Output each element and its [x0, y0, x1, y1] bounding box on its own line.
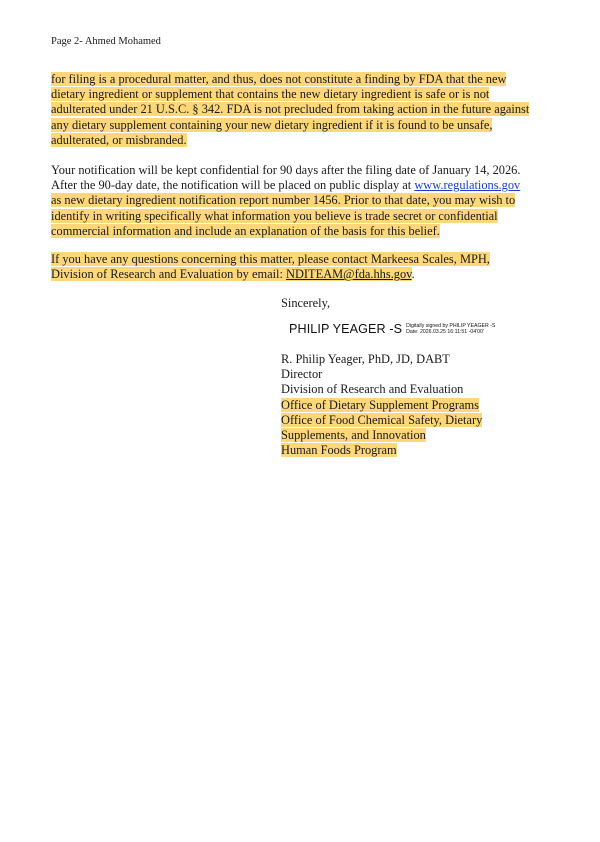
paragraph-line: for filing is a procedural matter, and thus, does not constitute a finding by FDA that the new	[51, 72, 507, 86]
period: .	[411, 267, 415, 282]
signer-program: Human Foods Program	[281, 443, 397, 458]
signer-title: Director	[281, 367, 323, 382]
signature-date: Date: 2026.03.25 16:11:51 -04'00'	[406, 329, 484, 335]
paragraph-line: adulterated, or misbranded.	[51, 132, 187, 147]
paragraph-confidentiality	[51, 163, 520, 239]
signature-metadata	[406, 323, 495, 336]
email-link[interactable]: NDITEAM@fda.hhs.gov	[286, 267, 412, 282]
signer-office: Office of Dietary Supplement Programs	[281, 397, 479, 412]
paragraph-line: dietary ingredient or supplement that contains the new dietary ingredient is safe or is not	[51, 87, 490, 102]
signer-block	[281, 352, 482, 458]
paragraph-line: If you have any questions concerning this matter, please contact Markeesa Scales, MPH,	[51, 252, 490, 266]
paragraph-line: any dietary supplement containing your new dietary ingredient if it is found to be unsafe,	[51, 117, 493, 132]
paragraph-line: as new dietary ingredient notification report number 1456. Prior to that date, you may wish to	[51, 193, 516, 208]
paragraph-line: identify in writing specifically what information you believe is trade secret or confidential	[51, 208, 498, 223]
paragraph-line: After the 90-day date, the notification will be placed on public display at	[51, 178, 415, 193]
paragraph-line: Your notification will be kept confidential for 90 days after the filing date of January 14, 2026.	[51, 163, 521, 177]
closing-salutation: Sincerely,	[281, 296, 331, 310]
regulations-gov-link[interactable]: www.regulations.gov	[414, 178, 521, 193]
signer-office: Supplements, and Innovation	[281, 427, 426, 442]
digital-signature	[289, 322, 495, 336]
paragraph-contact	[51, 252, 490, 282]
paragraph-filing-notice	[51, 72, 529, 148]
paragraph-line: Division of Research and Evaluation by email:	[51, 267, 287, 282]
paragraph-line: commercial information and include an explanation of the basis for this belief.	[51, 223, 440, 238]
signature-signed-by: Digitally signed by PHILIP YEAGER -S	[406, 322, 496, 329]
signer-name: R. Philip Yeager, PhD, JD, DABT	[281, 352, 450, 366]
signature-name: PHILIP YEAGER -S	[289, 322, 403, 336]
paragraph-line: adulterated under 21 U.S.C. § 342. FDA is not precluded from taking action in the future against	[51, 102, 530, 117]
page-header: Page 2- Ahmed Mohamed	[51, 36, 161, 47]
signer-office: Office of Food Chemical Safety, Dietary	[281, 412, 483, 427]
signer-division: Division of Research and Evaluation	[281, 382, 464, 397]
